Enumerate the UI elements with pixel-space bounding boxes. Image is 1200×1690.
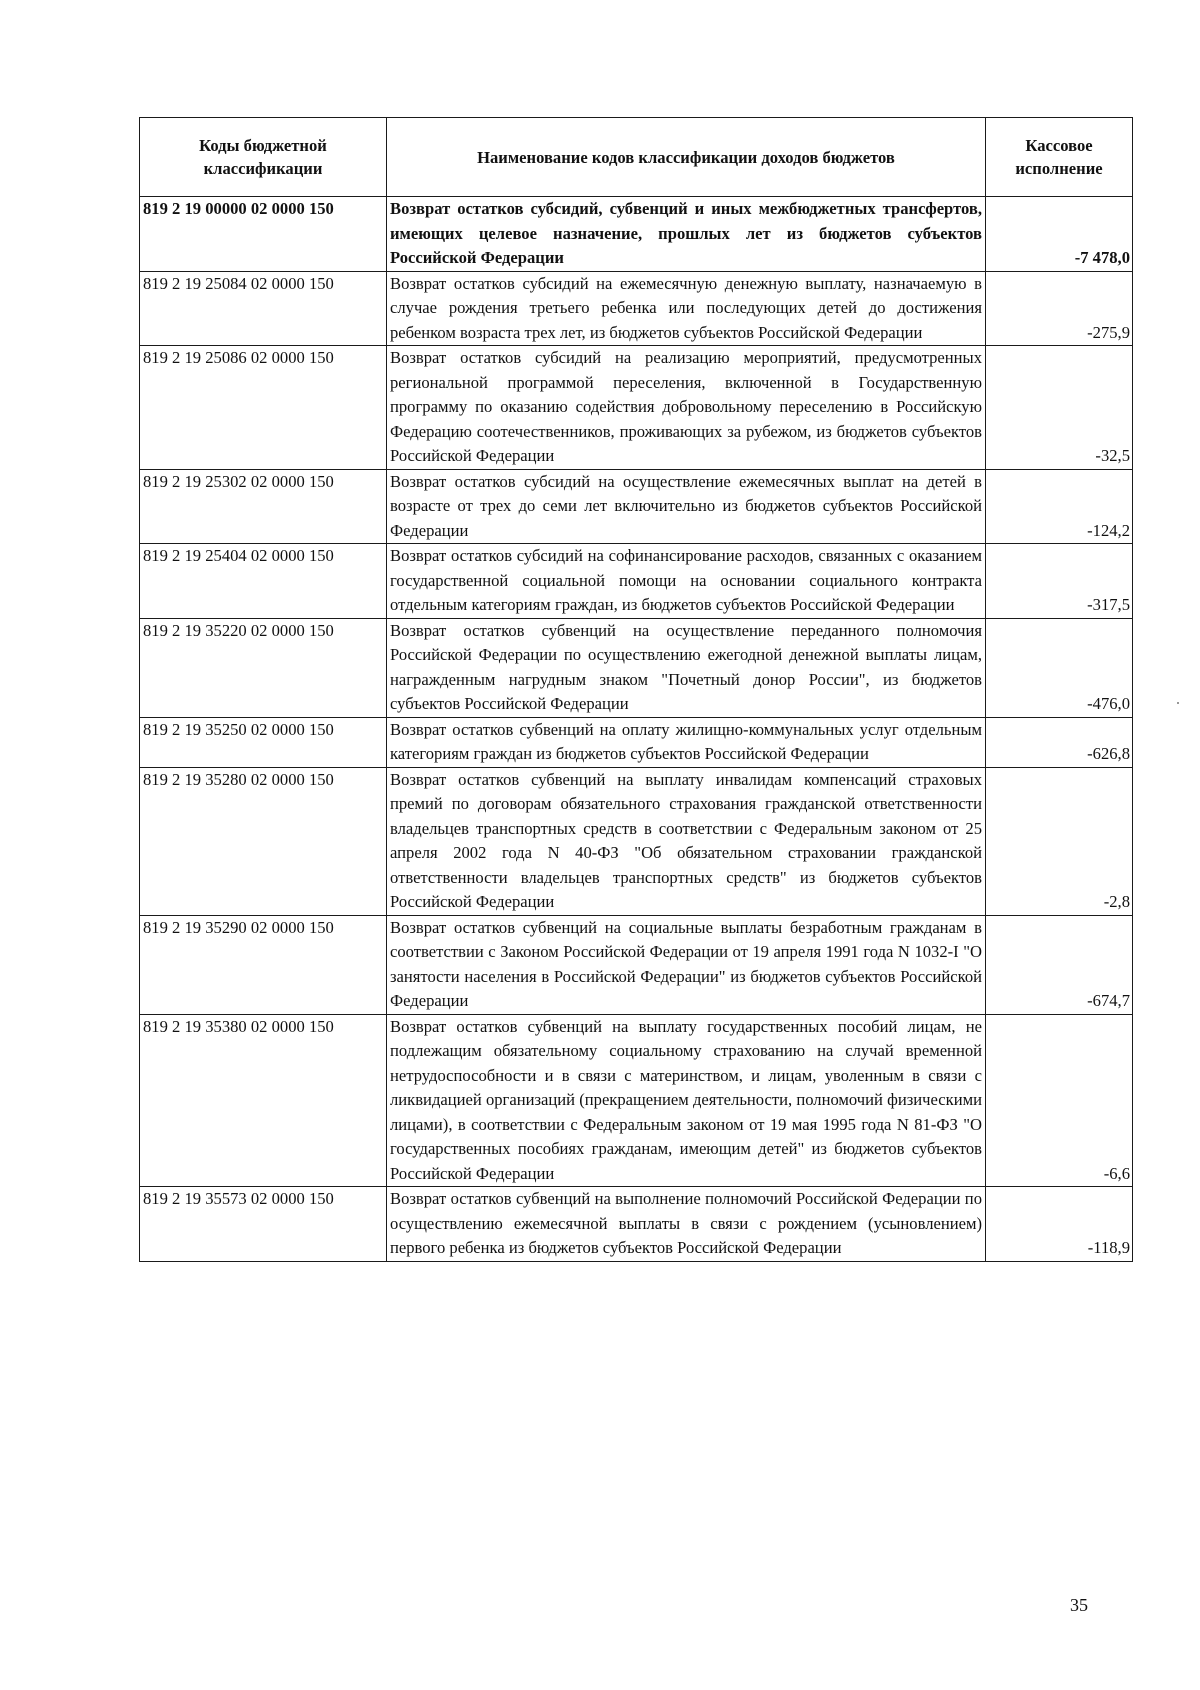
table-row — [140, 1187, 1133, 1262]
execution-amount-cell: -674,7 — [986, 915, 1133, 1014]
scan-speck — [1177, 702, 1179, 704]
budget-code-cell: 819 2 19 25302 02 0000 150 — [140, 469, 387, 544]
execution-amount-cell: -6,6 — [986, 1014, 1133, 1187]
table-row — [140, 717, 1133, 767]
table-row — [140, 1014, 1133, 1187]
budget-code-cell: 819 2 19 25084 02 0000 150 — [140, 271, 387, 346]
revenue-name-cell: Возврат остатков субвенций на выплату государственных пособий лицам, не подлежащим обязательному социальному страхованию на случай временной нетрудоспособности и в связи с материнством, и лицам, уволенным в связи с ликвидацией организаций (прекращением деятельности, полномочий физическими лицами), в соответствии с Федеральным законом от 19 мая 1995 года N 81-ФЗ "О государственных пособиях гражданам, имеющим детей" из бюджетов субъектов Российской Федерации — [387, 1014, 986, 1187]
table-row — [140, 767, 1133, 915]
execution-amount-cell: -32,5 — [986, 346, 1133, 470]
execution-amount-cell: -626,8 — [986, 717, 1133, 767]
revenue-name-cell: Возврат остатков субсидий на софинансирование расходов, связанных с оказанием государственной социальной помощи на основании социального контракта отдельным категориям граждан, из бюджетов субъектов Российской Федерации — [387, 544, 986, 619]
revenue-name-cell: Возврат остатков субвенций на социальные выплаты безработным гражданам в соответствии с Законом Российской Федерации от 19 апреля 1991 года N 1032-I "О занятости населения в Российской Федерации" из бюджетов субъектов Российской Федерации — [387, 915, 986, 1014]
revenue-name-cell: Возврат остатков субвенций на выполнение полномочий Российской Федерации по осуществлению ежемесячной выплаты в связи с рождением (усыновлением) первого ребенка из бюджетов субъектов Российской Федерации — [387, 1187, 986, 1262]
table-row — [140, 618, 1133, 717]
budget-code-cell: 819 2 19 25086 02 0000 150 — [140, 346, 387, 470]
budget-revenue-table — [139, 117, 1133, 1262]
execution-amount-cell: -317,5 — [986, 544, 1133, 619]
table-row — [140, 469, 1133, 544]
table-row — [140, 915, 1133, 1014]
revenue-name-cell: Возврат остатков субвенций на осуществление переданного полномочия Российской Федерации по осуществлению ежегодной денежной выплаты лицам, награжденным нагрудным знаком "Почетный донор России", из бюджетов субъектов Российской Федерации — [387, 618, 986, 717]
page-number: 35 — [1070, 1595, 1088, 1615]
budget-code-cell: 819 2 19 35250 02 0000 150 — [140, 717, 387, 767]
budget-code-cell: 819 2 19 35573 02 0000 150 — [140, 1187, 387, 1262]
execution-amount-cell: -476,0 — [986, 618, 1133, 717]
header-name: Наименование кодов классификации доходов бюджетов — [387, 118, 986, 197]
header-code: Коды бюджетной классификации — [140, 118, 387, 197]
budget-code-cell: 819 2 19 00000 02 0000 150 — [140, 197, 387, 272]
revenue-name-cell: Возврат остатков субвенций на оплату жилищно-коммунальных услуг отдельным категориям граждан из бюджетов субъектов Российской Федерации — [387, 717, 986, 767]
budget-code-cell: 819 2 19 35290 02 0000 150 — [140, 915, 387, 1014]
execution-amount-cell: -7 478,0 — [986, 197, 1133, 272]
table-row — [140, 197, 1133, 272]
execution-amount-cell: -118,9 — [986, 1187, 1133, 1262]
table-row — [140, 544, 1133, 619]
revenue-name-cell: Возврат остатков субсидий на реализацию мероприятий, предусмотренных региональной программой переселения, включенной в Государственную программу по оказанию содействия добровольному переселению в Российскую Федерацию соотечественников, проживающих за рубежом, из бюджетов субъектов Российской Федерации — [387, 346, 986, 470]
execution-amount-cell: -2,8 — [986, 767, 1133, 915]
execution-amount-cell: -275,9 — [986, 271, 1133, 346]
revenue-name-cell: Возврат остатков субсидий на ежемесячную денежную выплату, назначаемую в случае рождения третьего ребенка или последующих детей до достижения ребенком возраста трех лет, из бюджетов субъектов Российской Федерации — [387, 271, 986, 346]
revenue-name-cell: Возврат остатков субвенций на выплату инвалидам компенсаций страховых премий по договорам обязательного страхования гражданской ответственности владельцев транспортных средств в соответствии с Федеральным законом от 25 апреля 2002 года N 40-ФЗ "Об обязательном страховании гражданской ответственности владельцев транспортных средств" из бюджетов субъектов Российской Федерации — [387, 767, 986, 915]
table-header-row — [140, 118, 1133, 197]
budget-code-cell: 819 2 19 35220 02 0000 150 — [140, 618, 387, 717]
table-row — [140, 346, 1133, 470]
budget-code-cell: 819 2 19 35380 02 0000 150 — [140, 1014, 387, 1187]
revenue-name-cell: Возврат остатков субсидий, субвенций и иных межбюджетных трансфертов, имеющих целевое назначение, прошлых лет из бюджетов субъектов Российской Федерации — [387, 197, 986, 272]
header-amount: Кассовое исполнение — [986, 118, 1133, 197]
budget-code-cell: 819 2 19 25404 02 0000 150 — [140, 544, 387, 619]
revenue-name-cell: Возврат остатков субсидий на осуществление ежемесячных выплат на детей в возрасте от трех до семи лет включительно из бюджетов субъектов Российской Федерации — [387, 469, 986, 544]
execution-amount-cell: -124,2 — [986, 469, 1133, 544]
table-row — [140, 271, 1133, 346]
budget-code-cell: 819 2 19 35280 02 0000 150 — [140, 767, 387, 915]
